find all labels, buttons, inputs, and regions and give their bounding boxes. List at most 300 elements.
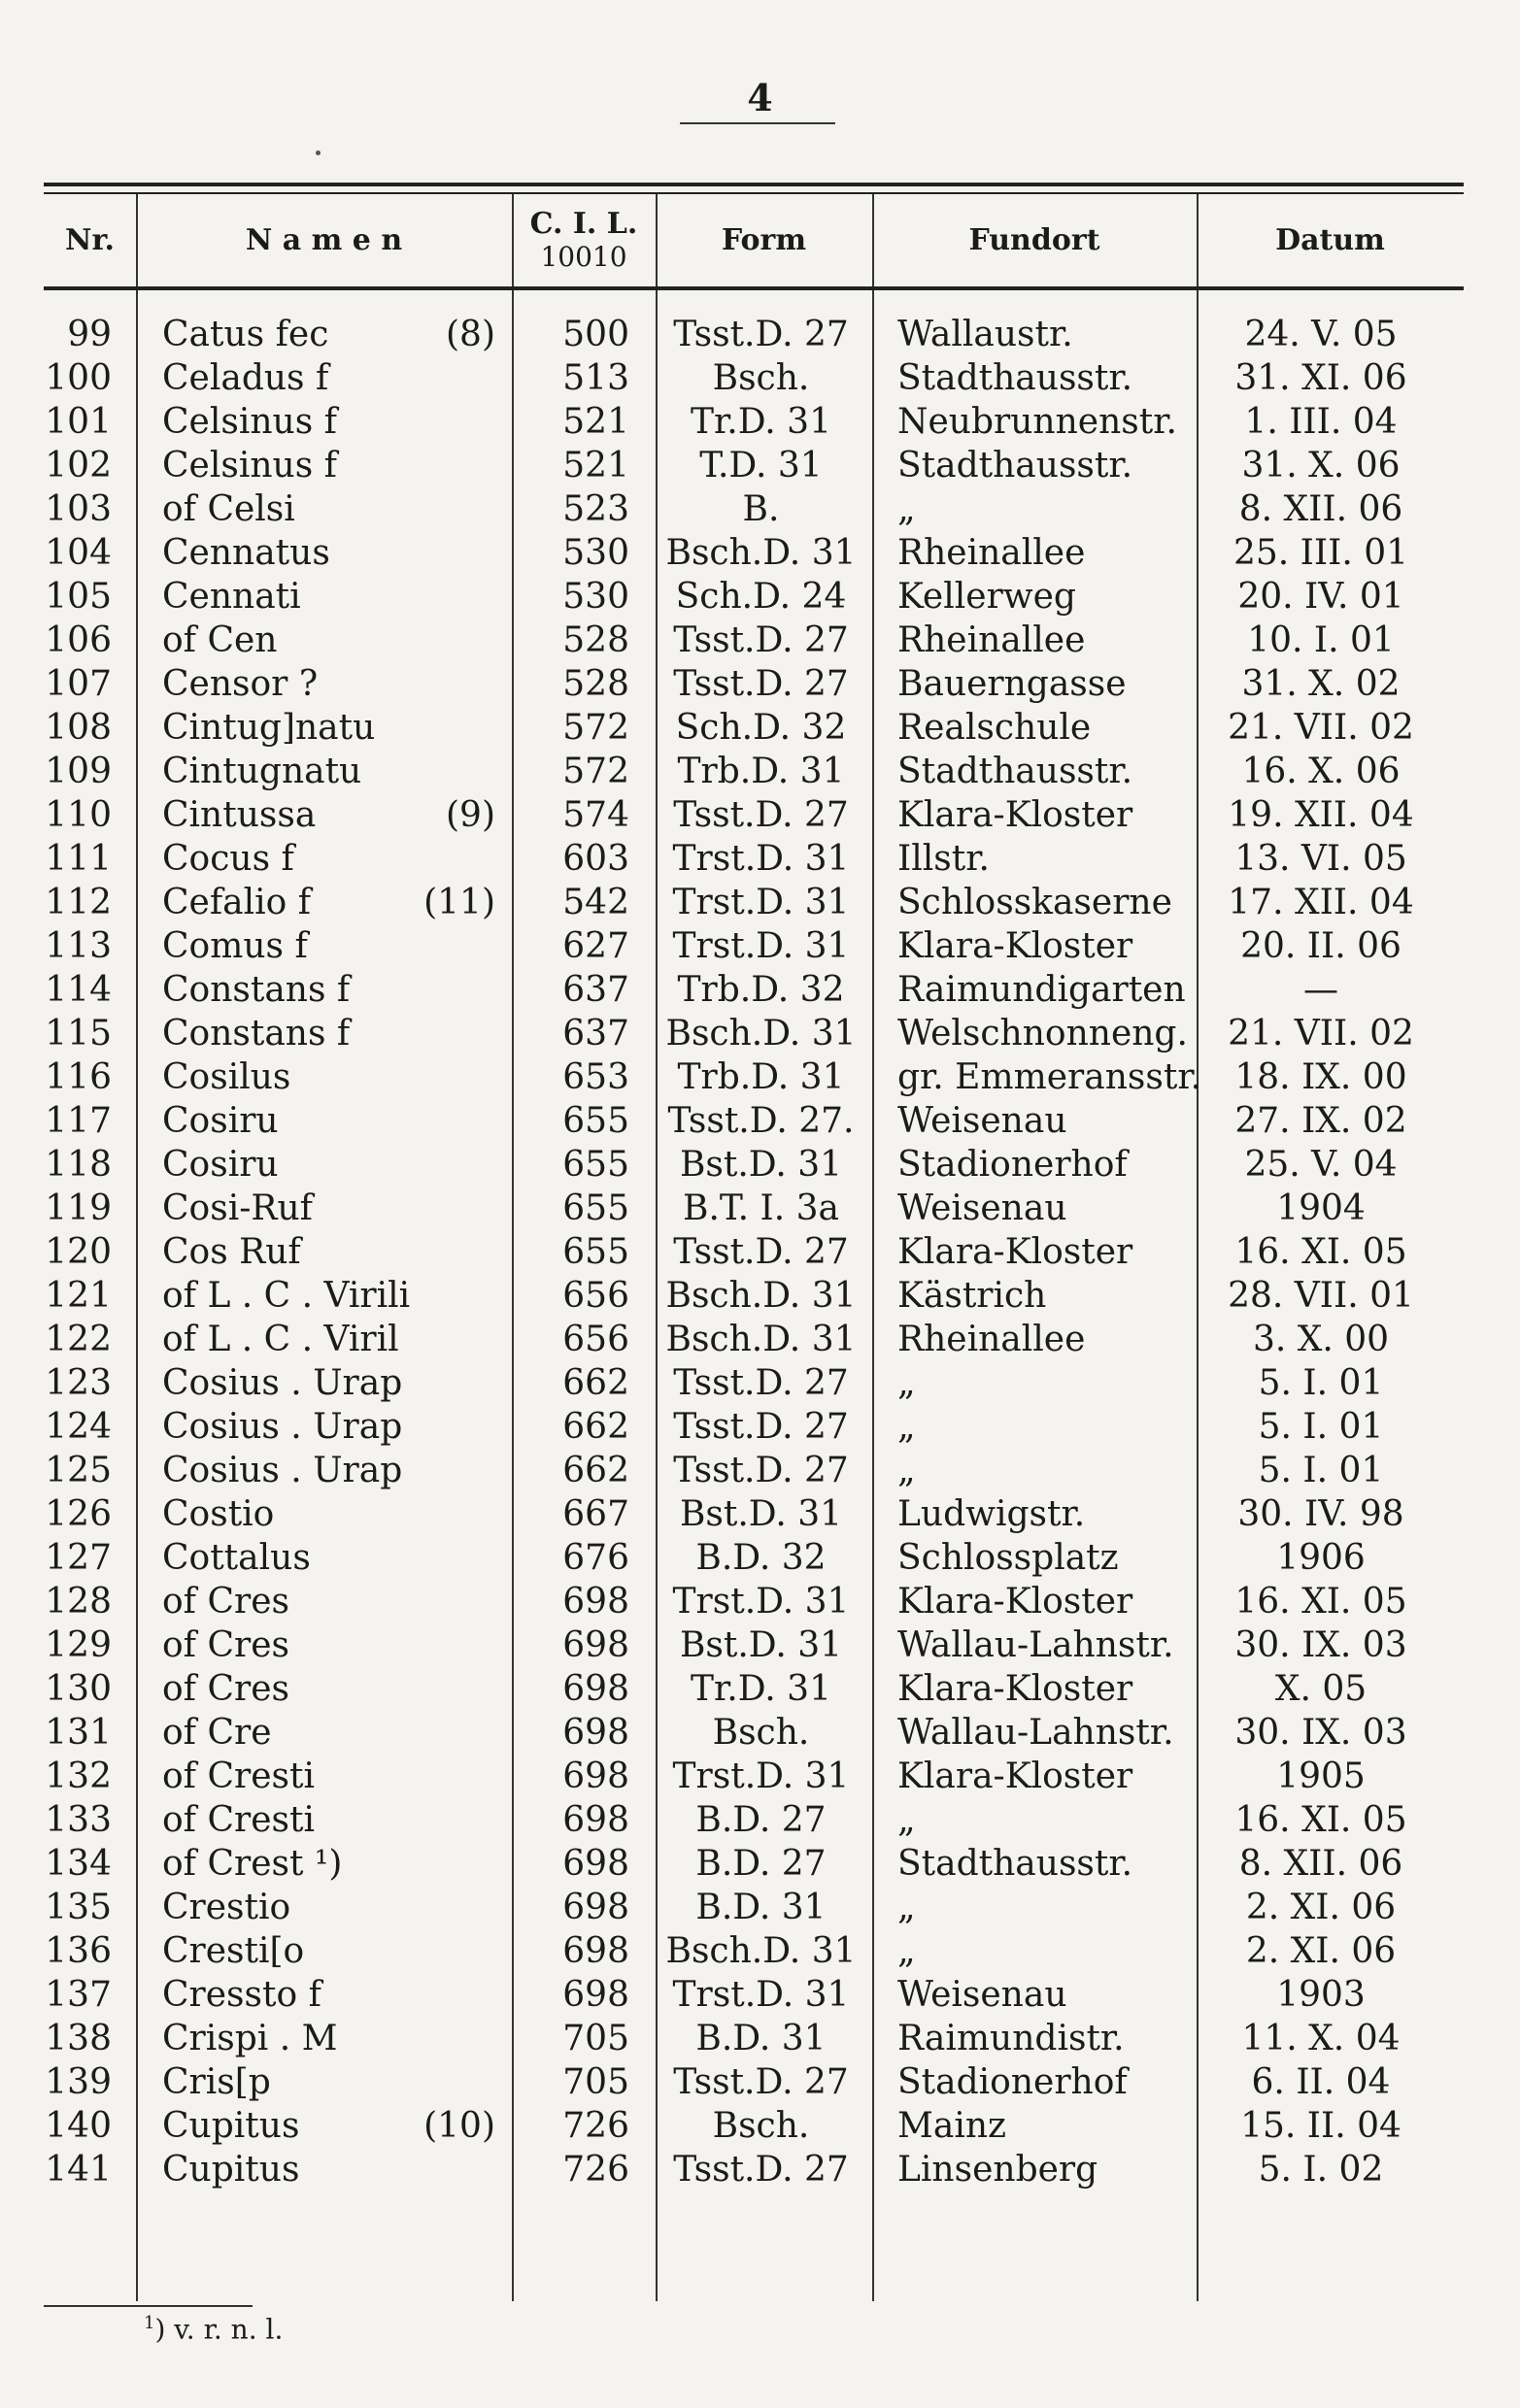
- row-cil: 662: [562, 1407, 629, 1447]
- row-datum: 1906: [1276, 1538, 1366, 1578]
- row-fundort: „: [897, 1363, 916, 1403]
- row-note: (11): [423, 883, 495, 922]
- header-cil: [512, 194, 656, 286]
- table-row: [0, 968, 1520, 1012]
- row-fundort: Ludwigstr.: [897, 1494, 1086, 1534]
- table-row: [0, 1318, 1520, 1361]
- table-row: [0, 1973, 1520, 2017]
- row-number: 107: [45, 664, 112, 704]
- table-row: [0, 356, 1520, 400]
- row-form: Tsst.D. 27: [673, 795, 849, 835]
- row-datum: 2. XI. 06: [1245, 1888, 1397, 1927]
- row-cil: 698: [562, 1975, 629, 2015]
- row-cil: 698: [562, 1669, 629, 1709]
- row-cil: 698: [562, 1888, 629, 1927]
- row-name: Constans f: [162, 970, 351, 1010]
- row-form: Trst.D. 31: [672, 1975, 850, 2015]
- row-cil: 637: [562, 1014, 629, 1054]
- row-datum: 10. I. 01: [1247, 620, 1395, 660]
- footnote-rule: [44, 2305, 253, 2307]
- table-row: [0, 1012, 1520, 1055]
- row-datum: 15. II. 04: [1240, 2106, 1402, 2146]
- row-number: 103: [45, 489, 112, 529]
- row-cil: 655: [562, 1232, 629, 1272]
- row-cil: 726: [562, 2106, 629, 2146]
- row-datum: 16. XI. 05: [1234, 1582, 1407, 1622]
- row-name: of Celsi: [162, 489, 295, 529]
- row-name: Cupitus: [162, 2106, 300, 2146]
- row-name: of Crest ¹): [162, 1844, 343, 1884]
- row-number: 101: [45, 402, 112, 442]
- row-datum: 8. XII. 06: [1238, 489, 1403, 529]
- table-row: [0, 1187, 1520, 1230]
- row-name: Cresti[o: [162, 1931, 305, 1971]
- row-form: Bsch.D. 31: [665, 1320, 857, 1359]
- row-cil: 523: [562, 489, 629, 529]
- row-cil: 698: [562, 1713, 629, 1753]
- row-name: Cosius . Urap: [162, 1363, 403, 1403]
- row-fundort: Weisenau: [897, 1975, 1067, 2015]
- row-form: Tsst.D. 27: [673, 620, 849, 660]
- table-row: [0, 881, 1520, 924]
- row-cil: 574: [562, 795, 629, 835]
- row-fundort: „: [897, 489, 916, 529]
- row-form: B.T. I. 3a: [683, 1188, 839, 1228]
- row-datum: 1904: [1276, 1188, 1366, 1228]
- row-fundort: Wallau-Lahnstr.: [897, 1713, 1174, 1753]
- row-form: B.: [742, 489, 780, 529]
- row-number: 132: [45, 1756, 112, 1796]
- row-cil: 521: [562, 446, 629, 485]
- row-number: 111: [45, 839, 112, 879]
- table-row: [0, 1623, 1520, 1667]
- row-cil: 655: [562, 1188, 629, 1228]
- row-name: Cennati: [162, 577, 301, 617]
- table-row: [0, 1842, 1520, 1886]
- row-form: Sch.D. 32: [675, 708, 847, 748]
- row-number: 117: [45, 1101, 112, 1141]
- row-fundort: Klara-Kloster: [897, 1669, 1133, 1709]
- row-cil: 656: [562, 1276, 629, 1316]
- row-datum: 30. IX. 03: [1234, 1713, 1407, 1753]
- row-fundort: Kästrich: [897, 1276, 1047, 1316]
- row-form: Trb.D. 31: [677, 1057, 845, 1097]
- table-row: [0, 706, 1520, 750]
- row-form: Tr.D. 31: [691, 1669, 831, 1709]
- table-row: [0, 793, 1520, 837]
- row-number: 115: [45, 1014, 112, 1054]
- row-cil: 572: [562, 708, 629, 748]
- row-datum: 27. IX. 02: [1234, 1101, 1407, 1141]
- table-row: [0, 575, 1520, 619]
- table-row: [0, 1230, 1520, 1274]
- row-form: Trst.D. 31: [672, 883, 850, 922]
- row-cil: 698: [562, 1756, 629, 1796]
- row-datum: 30. IX. 03: [1234, 1625, 1407, 1665]
- row-number: 141: [45, 2150, 112, 2190]
- row-datum: 5. I. 02: [1258, 2150, 1384, 2190]
- row-cil: 513: [562, 358, 629, 398]
- row-fundort: Mainz: [897, 2106, 1006, 2146]
- row-datum: 5. I. 01: [1258, 1451, 1384, 1490]
- row-form: Bsch.: [712, 1713, 810, 1753]
- row-fundort: Klara-Kloster: [897, 795, 1133, 835]
- table-row: [0, 1143, 1520, 1187]
- table-row: [0, 1492, 1520, 1536]
- row-fundort: Neubrunnenstr.: [897, 402, 1177, 442]
- row-fundort: Rheinallee: [897, 533, 1086, 573]
- row-form: Trst.D. 31: [672, 839, 850, 879]
- row-number: 112: [45, 883, 112, 922]
- row-datum: 20. II. 06: [1240, 926, 1402, 966]
- row-name: Cefalio f: [162, 883, 312, 922]
- row-fundort: Schlossplatz: [897, 1538, 1119, 1578]
- row-fundort: Illstr.: [897, 839, 990, 879]
- row-form: B.D. 31: [695, 1888, 827, 1927]
- row-number: 99: [67, 315, 112, 354]
- row-name: of Cre: [162, 1713, 272, 1753]
- row-note: (8): [446, 315, 495, 354]
- row-name: Cosiru: [162, 1145, 279, 1185]
- row-datum: 16. XI. 05: [1234, 1232, 1407, 1272]
- row-form: T.D. 31: [699, 446, 823, 485]
- row-number: 126: [45, 1494, 112, 1534]
- row-name: Cos Ruf: [162, 1232, 301, 1272]
- table-row: [0, 1667, 1520, 1711]
- row-fundort: „: [897, 1888, 916, 1927]
- row-form: Bsch.D. 31: [665, 1276, 857, 1316]
- row-cil: 653: [562, 1057, 629, 1097]
- row-number: 122: [45, 1320, 112, 1359]
- row-fundort: Linsenberg: [897, 2150, 1098, 2190]
- row-datum: 18. IX. 00: [1234, 1057, 1407, 1097]
- row-name: Costio: [162, 1494, 275, 1534]
- row-form: Bst.D. 31: [679, 1494, 843, 1534]
- row-datum: 1903: [1276, 1975, 1366, 2015]
- header-cil-number: 10010: [540, 240, 627, 273]
- row-fundort: Klara-Kloster: [897, 1582, 1133, 1622]
- row-cil: 705: [562, 2062, 629, 2102]
- row-cil: 637: [562, 970, 629, 1010]
- row-number: 133: [45, 1800, 112, 1840]
- row-form: Bst.D. 31: [679, 1145, 843, 1185]
- row-form: Trst.D. 31: [672, 926, 850, 966]
- row-name: Cosiru: [162, 1101, 279, 1141]
- row-fundort: Stadthausstr.: [897, 358, 1133, 398]
- row-form: Bsch.: [712, 2106, 810, 2146]
- footnote: [144, 2313, 283, 2345]
- row-form: Trb.D. 31: [677, 752, 845, 791]
- row-name: Cosi-Ruf: [162, 1188, 313, 1228]
- row-datum: 8. XII. 06: [1238, 1844, 1403, 1884]
- row-form: Bst.D. 31: [679, 1625, 843, 1665]
- row-datum: 19. XII. 04: [1228, 795, 1414, 835]
- row-number: 114: [45, 970, 112, 1010]
- row-datum: X. 05: [1274, 1669, 1368, 1709]
- header-name: N a m e n: [245, 223, 403, 257]
- row-name: Comus f: [162, 926, 308, 966]
- row-fundort: Raimundigarten: [897, 970, 1186, 1010]
- table-row: [0, 1361, 1520, 1405]
- row-name: Cintug]natu: [162, 708, 376, 748]
- row-form: Bsch.D. 31: [665, 533, 857, 573]
- row-datum: 31. XI. 06: [1234, 358, 1407, 398]
- row-number: 136: [45, 1931, 112, 1971]
- table-row: [0, 531, 1520, 575]
- row-cil: 572: [562, 752, 629, 791]
- row-fundort: Stadthausstr.: [897, 446, 1133, 485]
- table-row: [0, 1449, 1520, 1492]
- row-datum: 6. II. 04: [1251, 2062, 1391, 2102]
- row-number: 127: [45, 1538, 112, 1578]
- page-number-rule: [680, 122, 835, 124]
- row-datum: 1905: [1276, 1756, 1366, 1796]
- row-fundort: Wallau-Lahnstr.: [897, 1625, 1174, 1665]
- row-fundort: Klara-Kloster: [897, 926, 1133, 966]
- row-number: 119: [45, 1188, 112, 1228]
- row-datum: 1. III. 04: [1244, 402, 1398, 442]
- row-number: 118: [45, 1145, 112, 1185]
- row-name: Cupitus: [162, 2150, 300, 2190]
- row-fundort: Stadionerhof: [897, 1145, 1128, 1185]
- table-row: [0, 2017, 1520, 2060]
- row-fundort: „: [897, 1800, 916, 1840]
- row-name: Cottalus: [162, 1538, 311, 1578]
- table-row: [0, 2104, 1520, 2148]
- row-cil: 656: [562, 1320, 629, 1359]
- row-fundort: Stadionerhof: [897, 2062, 1128, 2102]
- row-name: Cosilus: [162, 1057, 291, 1097]
- row-fundort: Bauerngasse: [897, 664, 1127, 704]
- table-row: [0, 487, 1520, 531]
- row-cil: 655: [562, 1101, 629, 1141]
- table-row: [0, 1536, 1520, 1580]
- row-name: Cintugnatu: [162, 752, 362, 791]
- row-cil: 655: [562, 1145, 629, 1185]
- table-row: [0, 1580, 1520, 1623]
- row-cil: 603: [562, 839, 629, 879]
- row-datum: 31. X. 02: [1241, 664, 1401, 704]
- row-fundort: gr. Emmeransstr.: [897, 1057, 1202, 1097]
- table-row: [0, 1711, 1520, 1755]
- row-fundort: Klara-Kloster: [897, 1232, 1133, 1272]
- row-fundort: Klara-Kloster: [897, 1756, 1133, 1796]
- row-number: 140: [45, 2106, 112, 2146]
- row-datum: 25. III. 01: [1233, 533, 1409, 573]
- row-number: 121: [45, 1276, 112, 1316]
- row-number: 138: [45, 2019, 112, 2058]
- row-datum: 5. I. 01: [1258, 1407, 1384, 1447]
- row-number: 100: [45, 358, 112, 398]
- footnote-marker: 1: [144, 2313, 155, 2333]
- row-number: 135: [45, 1888, 112, 1927]
- row-number: 110: [45, 795, 112, 835]
- row-form: Tsst.D. 27: [673, 664, 849, 704]
- header-form: Form: [721, 223, 807, 257]
- row-form: Bsch.: [712, 358, 810, 398]
- row-name: Celadus f: [162, 358, 329, 398]
- row-datum: 30. IV. 98: [1237, 1494, 1404, 1534]
- row-name: Cocus f: [162, 839, 294, 879]
- row-name: Crestio: [162, 1888, 291, 1927]
- row-datum: 24. V. 05: [1244, 315, 1398, 354]
- row-datum: 3. X. 00: [1252, 1320, 1390, 1359]
- print-speck: [316, 150, 321, 155]
- row-name: of Cresti: [162, 1756, 315, 1796]
- table-row: [0, 2148, 1520, 2191]
- row-datum: —: [1303, 970, 1338, 1010]
- row-number: 120: [45, 1232, 112, 1272]
- row-datum: 16. X. 06: [1241, 752, 1401, 791]
- header-fundort: Fundort: [968, 223, 1100, 257]
- row-datum: 25. V. 04: [1244, 1145, 1398, 1185]
- table-body: [0, 313, 1520, 2191]
- row-form: Tr.D. 31: [691, 402, 831, 442]
- row-form: B.D. 27: [695, 1800, 827, 1840]
- row-name: Constans f: [162, 1014, 351, 1054]
- row-number: 134: [45, 1844, 112, 1884]
- table-row: [0, 750, 1520, 793]
- table-row: [0, 1099, 1520, 1143]
- row-number: 106: [45, 620, 112, 660]
- row-datum: 2. XI. 06: [1245, 1931, 1397, 1971]
- row-name: Cris[p: [162, 2062, 271, 2102]
- row-name: Censor ?: [162, 664, 319, 704]
- row-number: 139: [45, 2062, 112, 2102]
- table-row: [0, 444, 1520, 487]
- row-number: 108: [45, 708, 112, 748]
- row-cil: 698: [562, 1800, 629, 1840]
- row-cil: 662: [562, 1363, 629, 1403]
- row-name: of L . C . Viril: [162, 1320, 399, 1359]
- row-name: Cennatus: [162, 533, 330, 573]
- row-number: 130: [45, 1669, 112, 1709]
- row-note: (10): [423, 2106, 495, 2146]
- row-fundort: Schlosskaserne: [897, 883, 1172, 922]
- table-top-rule: [44, 183, 1464, 186]
- table-row: [0, 1274, 1520, 1318]
- table-row: [0, 2060, 1520, 2104]
- row-fundort: „: [897, 1407, 916, 1447]
- page-number: 4: [747, 76, 773, 119]
- row-name: of L . C . Virili: [162, 1276, 411, 1316]
- table-row: [0, 619, 1520, 662]
- row-fundort: „: [897, 1931, 916, 1971]
- row-cil: 698: [562, 1625, 629, 1665]
- row-form: Bsch.D. 31: [665, 1931, 857, 1971]
- row-form: Tsst.D. 27: [673, 1363, 849, 1403]
- row-datum: 21. VII. 02: [1228, 708, 1414, 748]
- row-cil: 528: [562, 664, 629, 704]
- row-fundort: Raimundistr.: [897, 2019, 1125, 2058]
- row-cil: 698: [562, 1582, 629, 1622]
- row-form: Bsch.D. 31: [665, 1014, 857, 1054]
- row-cil: 705: [562, 2019, 629, 2058]
- header-bottom-rule: [44, 286, 1464, 290]
- row-cil: 530: [562, 577, 629, 617]
- row-number: 131: [45, 1713, 112, 1753]
- row-datum: 13. VI. 05: [1234, 839, 1407, 879]
- row-number: 105: [45, 577, 112, 617]
- table-row: [0, 1405, 1520, 1449]
- table-row: [0, 1755, 1520, 1798]
- table-row: [0, 1798, 1520, 1842]
- row-form: Tsst.D. 27: [673, 2062, 849, 2102]
- row-fundort: Weisenau: [897, 1101, 1067, 1141]
- table-row: [0, 924, 1520, 968]
- header-cil-title: C. I. L.: [529, 206, 638, 241]
- row-number: 125: [45, 1451, 112, 1490]
- row-cil: 698: [562, 1844, 629, 1884]
- row-cil: 676: [562, 1538, 629, 1578]
- table-row: [0, 313, 1520, 356]
- row-name: Celsinus f: [162, 402, 337, 442]
- row-number: 116: [45, 1057, 112, 1097]
- row-form: Tsst.D. 27: [673, 1232, 849, 1272]
- row-cil: 542: [562, 883, 629, 922]
- row-name: of Cresti: [162, 1800, 315, 1840]
- row-name: Catus fec: [162, 315, 329, 354]
- row-form: B.D. 32: [695, 1538, 827, 1578]
- row-form: B.D. 27: [695, 1844, 827, 1884]
- row-cil: 662: [562, 1451, 629, 1490]
- table-row: [0, 1929, 1520, 1973]
- header-nr: Nr.: [65, 223, 115, 257]
- table-row: [0, 400, 1520, 444]
- row-form: Tsst.D. 27: [673, 1451, 849, 1490]
- row-fundort: Realschule: [897, 708, 1092, 748]
- table-row: [0, 662, 1520, 706]
- row-cil: 528: [562, 620, 629, 660]
- row-number: 123: [45, 1363, 112, 1403]
- row-datum: 11. X. 04: [1241, 2019, 1401, 2058]
- table-row: [0, 1886, 1520, 1929]
- row-number: 129: [45, 1625, 112, 1665]
- row-number: 137: [45, 1975, 112, 2015]
- row-datum: 16. XI. 05: [1234, 1800, 1407, 1840]
- row-name: Cosius . Urap: [162, 1451, 403, 1490]
- row-form: Trb.D. 32: [677, 970, 845, 1010]
- row-form: Sch.D. 24: [675, 577, 847, 617]
- row-datum: 20. IV. 01: [1237, 577, 1404, 617]
- row-name: of Cen: [162, 620, 278, 660]
- row-name: of Cres: [162, 1582, 289, 1622]
- row-datum: 21. VII. 02: [1228, 1014, 1414, 1054]
- row-form: Trst.D. 31: [672, 1756, 850, 1796]
- row-fundort: Weisenau: [897, 1188, 1067, 1228]
- row-name: Cressto f: [162, 1975, 321, 2015]
- row-datum: 5. I. 01: [1258, 1363, 1384, 1403]
- row-form: Trst.D. 31: [672, 1582, 850, 1622]
- table-row: [0, 1055, 1520, 1099]
- row-form: Tsst.D. 27: [673, 1407, 849, 1447]
- row-datum: 31. X. 06: [1241, 446, 1401, 485]
- row-number: 109: [45, 752, 112, 791]
- row-form: Tsst.D. 27: [673, 315, 849, 354]
- row-name: Celsinus f: [162, 446, 337, 485]
- table-row: [0, 837, 1520, 881]
- row-number: 104: [45, 533, 112, 573]
- row-form: Tsst.D. 27.: [667, 1101, 855, 1141]
- row-name: of Cres: [162, 1625, 289, 1665]
- row-fundort: Welschnonneng.: [897, 1014, 1188, 1054]
- row-name: Cosius . Urap: [162, 1407, 403, 1447]
- footnote-text: ) v. r. n. l.: [154, 2313, 284, 2346]
- row-number: 113: [45, 926, 112, 966]
- header-datum: Datum: [1275, 223, 1385, 257]
- row-fundort: Rheinallee: [897, 1320, 1086, 1359]
- row-datum: 28. VII. 01: [1228, 1276, 1414, 1316]
